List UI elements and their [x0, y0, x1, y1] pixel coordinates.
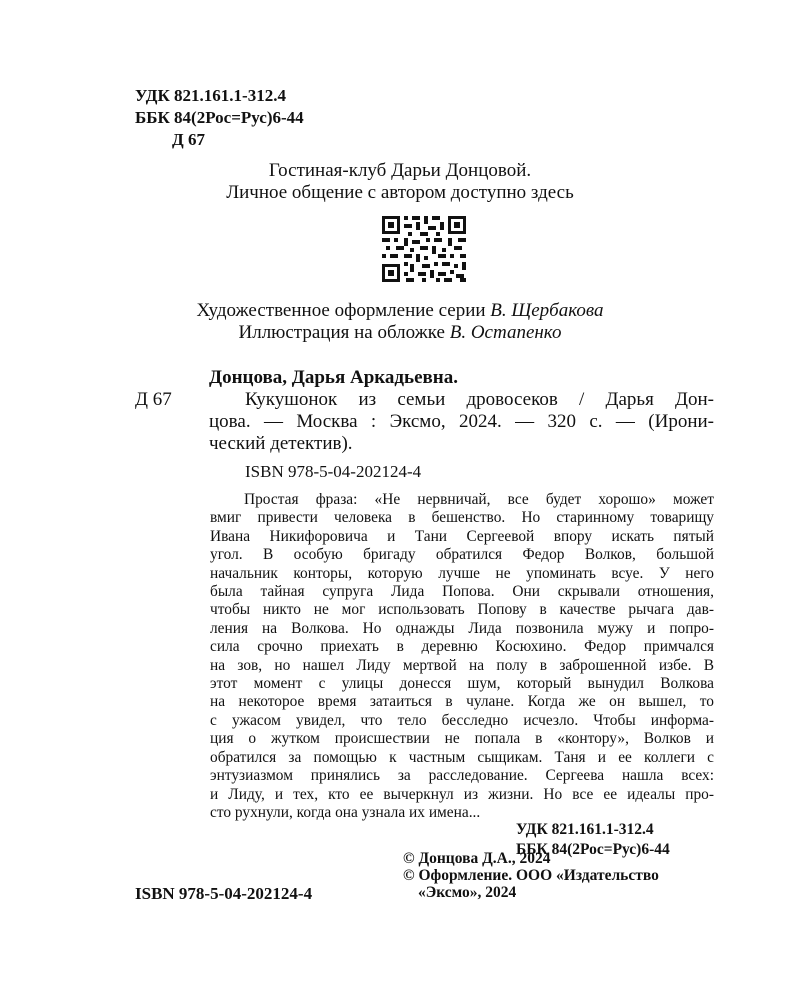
illustration-credit [0, 322, 800, 344]
illustration-name: В. Остапенко [449, 322, 562, 343]
isbn: ISBN 978-5-04-202124-4 [245, 462, 422, 481]
annotation-line: была тайная супруга Лида Попова. Они скрывали отношения, [210, 583, 714, 601]
annotation-line: на некоторое время затаиться в чулане. Когда же он вышел, то [210, 693, 714, 711]
bbk-code: ББК 84(2Рос=Рус)6-44 [135, 108, 304, 127]
annotation-line: и Лиду, и тех, кто ее вычеркнул из жизни. Но все ее идеалы про- [210, 785, 714, 803]
description-line: Кукушонок из семьи дровосеков / Дарья Дон- [245, 389, 714, 410]
bibliographic-mark: Д 67 [135, 389, 172, 410]
annotation-line: с ужасом увидел, что тело бесследно исчезло. Чтобы информа- [210, 711, 714, 729]
qr-finder-bottom-left [382, 264, 400, 282]
annotation-line: сила срочно приехать в деревню Косюхино. Федор примчался [210, 638, 714, 656]
illustration-label: Иллюстрация на обложке [238, 322, 445, 343]
author-heading: Донцова, Дарья Аркадьевна. [209, 367, 458, 388]
qr-finder-top-right [448, 216, 466, 234]
bottom-udk-code: УДК 821.161.1-312.4 [516, 821, 654, 838]
annotation-line: энтузиазмом принялись за расследование. Сергеева нашла всех: [210, 767, 714, 785]
description-line: цова. — Москва : Эксмо, 2024. — 320 с. — (Ирони- [209, 411, 714, 432]
copyright-author: © Донцова Д.А., 2024 [403, 850, 551, 867]
club-line-2: Личное общение с автором доступно здесь [226, 182, 574, 203]
isbn-bottom: ISBN 978-5-04-202124-4 [135, 884, 313, 903]
design-name: В. Щербакова [490, 300, 604, 321]
annotation-line: обратился за помощью к частным сыщикам. Таня и ее коллеги с [210, 748, 714, 766]
annotation-line: вмиг привести человека в бешенство. Но старинному товарищу [210, 509, 714, 527]
annotation-line: ления на Волкова. Но однажды Лида позвонила мужу и попро- [210, 619, 714, 637]
annotation-line: Ивана Никифоровича и Тани Сергеевой впору искать пятый [210, 527, 714, 545]
club-line-1: Гостиная-клуб Дарьи Донцовой. [268, 160, 532, 181]
annotation [210, 491, 714, 822]
description-line: ческий детектив). [209, 433, 353, 454]
annotation-line: чтобы никто не мог использовать Попову в качестве рычага дав- [210, 601, 714, 619]
copyright-publisher: «Эксмо», 2024 [418, 884, 517, 901]
annotation-line: ция о жутком происшествии не попала в «контору», Волков и [210, 730, 714, 748]
qr-code[interactable] [380, 214, 468, 284]
author-mark: Д 67 [172, 130, 205, 149]
qr-finder-top-left [382, 216, 400, 234]
bibliographic-description [209, 389, 714, 455]
copyright-design: © Оформление. ООО «Издательство [403, 867, 659, 884]
annotation-line: на зов, но нашел Лиду мертвой на полу в заброшенной избе. В [210, 656, 714, 674]
bottom-bbk-code: ББК 84(2Рос=Рус)6-44 [516, 841, 670, 858]
annotation-line: Простая фраза: «Не нервничай, все будет хорошо» может [244, 491, 714, 508]
udk-code: УДК 821.161.1-312.4 [135, 86, 286, 105]
annotation-line: сто рухнули, когда она узнала их имена... [210, 803, 481, 821]
design-credit [0, 300, 800, 322]
design-label: Художественное оформление серии [196, 300, 486, 321]
annotation-line: этот момент с улицы донесся шум, который вынудил Волкова [210, 675, 714, 693]
annotation-line: начальник конторы, которую лучше не упоминать всуе. У него [210, 564, 714, 582]
annotation-line: угол. В особую бригаду обратился Федор Волков, большой [210, 546, 714, 564]
